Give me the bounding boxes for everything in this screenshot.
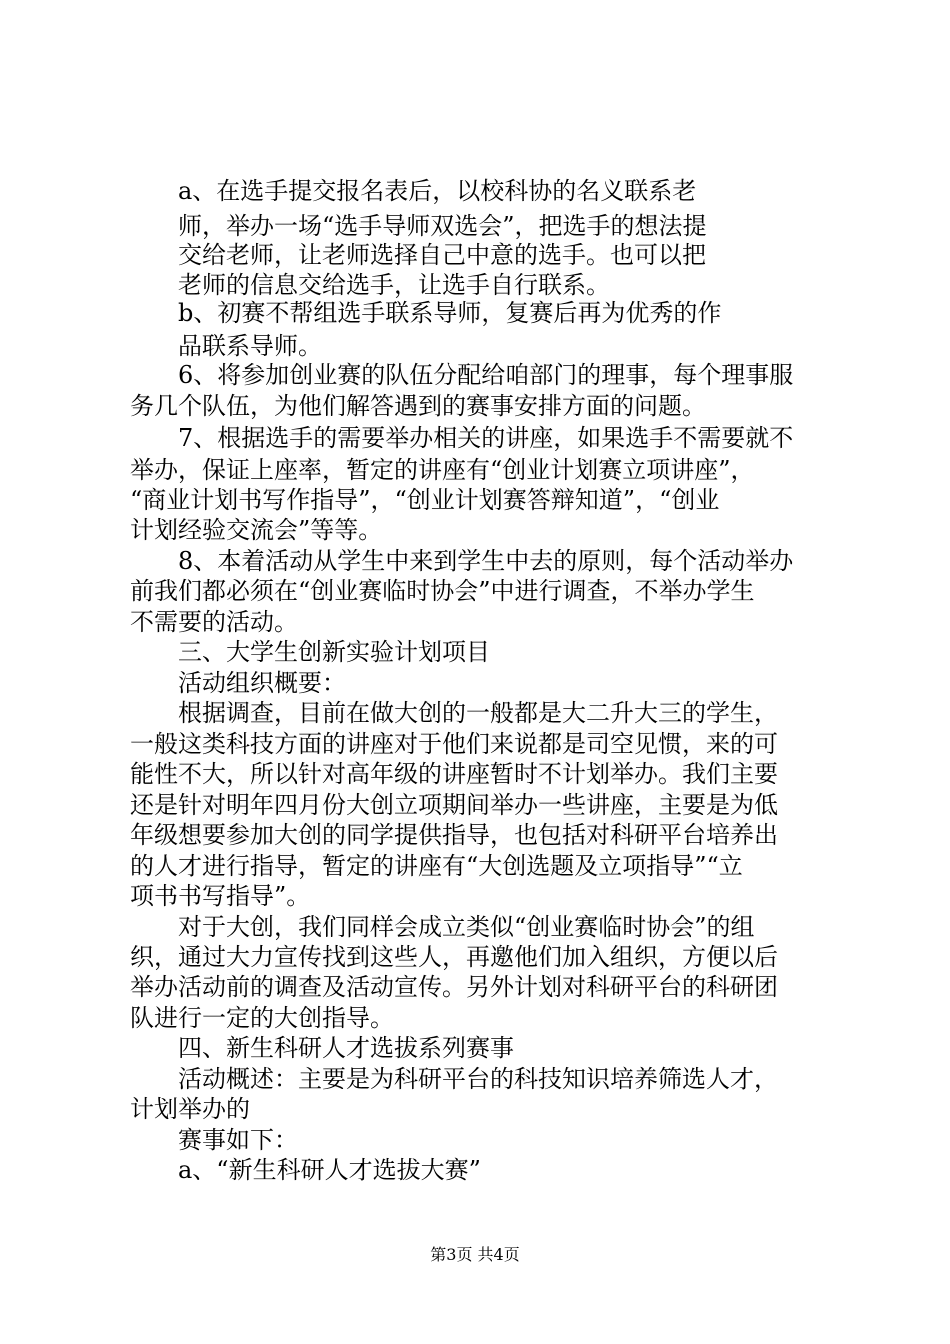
text-line: “商业计划书写作指导”，“创业计划赛答辩知道”，“创业	[130, 486, 720, 514]
text-line: 举办，保证上座率，暂定的讲座有“创业计划赛立项讲座”，	[130, 456, 755, 484]
text-line: 务几个队伍，为他们解答遇到的赛事安排方面的问题。	[130, 392, 706, 420]
text-line: 活动组织概要：	[178, 669, 346, 697]
text-line: 对于大创，我们同样会成立类似“创业赛临时协会”的组	[178, 913, 755, 941]
text-line: b、初赛不帮组选手联系导师，复赛后再为优秀的作	[178, 299, 722, 327]
text-line: 还是针对明年四月份大创立项期间举办一些讲座，主要是为低	[130, 791, 778, 819]
text-line: 6、将参加创业赛的队伍分配给咱部门的理事，每个理事服	[178, 361, 794, 389]
text-line: 的人才进行指导，暂定的讲座有“大创选题及立项指导”“立	[130, 852, 743, 880]
text-line: 计划经验交流会”等等。	[130, 516, 383, 544]
text-line: 品联系导师。	[178, 332, 322, 360]
text-line: 老师的信息交给选手，让选手自行联系。	[178, 271, 610, 299]
section-heading: 三、大学生创新实验计划项目	[178, 638, 490, 666]
text-line: 年级想要参加大创的同学提供指导，也包括对科研平台培养出	[130, 821, 778, 849]
page-number-footer: 第3页 共4页	[430, 1245, 520, 1264]
text-line: 队进行一定的大创指导。	[130, 1004, 394, 1032]
text-line: 举办活动前的调查及活动宣传。另外计划对科研平台的科研团	[130, 973, 778, 1001]
text-line: 根据调查，目前在做大创的一般都是大二升大三的学生，	[178, 699, 778, 727]
text-line: 计划举办的	[130, 1095, 250, 1123]
section-heading: 四、新生科研人才选拔系列赛事	[178, 1034, 514, 1062]
text-line: 师，举办一场“选手导师双选会”，把选手的想法提	[178, 212, 707, 240]
text-line: 不需要的活动。	[130, 608, 298, 636]
text-line: 前我们都必须在“创业赛临时协会”中进行调查，不举办学生	[130, 577, 755, 605]
text-line: 织，通过大力宣传找到这些人，再邀他们加入组织，方便以后	[130, 943, 778, 971]
text-line: 8、本着活动从学生中来到学生中去的原则，每个活动举办	[178, 547, 794, 575]
text-line: 7、根据选手的需要举办相关的讲座，如果选手不需要就不	[178, 424, 794, 452]
text-line: a、在选手提交报名表后，以校科协的名义联系老	[178, 177, 697, 205]
text-line: 一般这类科技方面的讲座对于他们来说都是司空见惯，来的可	[130, 730, 778, 758]
text-line: a、“新生科研人才选拔大赛”	[178, 1156, 481, 1184]
text-line: 交给老师，让老师选择自己中意的选手。也可以把	[178, 241, 706, 269]
text-line: 能性不大，所以针对高年级的讲座暂时不计划举办。我们主要	[130, 760, 778, 788]
text-line: 活动概述：主要是为科研平台的科技知识培养筛选人才，	[178, 1065, 778, 1093]
text-line: 赛事如下：	[178, 1126, 298, 1154]
text-line: 项书书写指导”。	[130, 882, 311, 910]
